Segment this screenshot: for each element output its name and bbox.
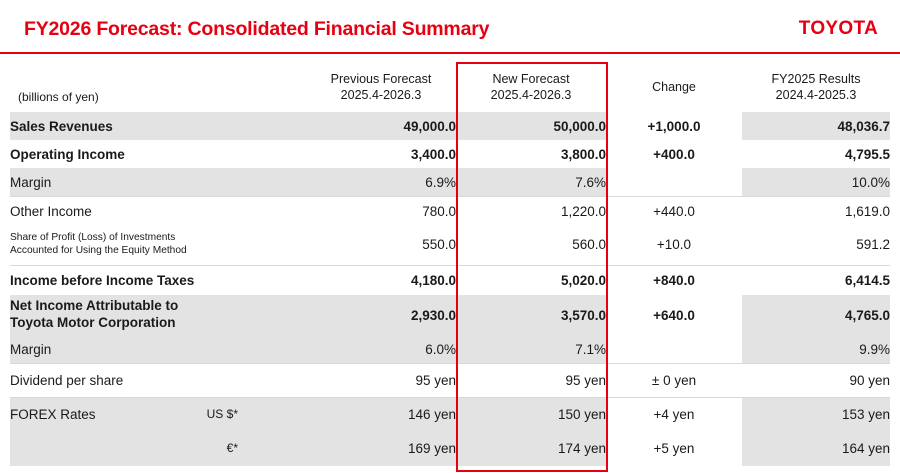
row-new: 3,570.0 [456, 295, 606, 335]
row-previous: 4,180.0 [306, 265, 456, 295]
row-change: +400.0 [653, 146, 695, 162]
row-new: 560.0 [572, 237, 606, 253]
row-new: 3,800.0 [560, 146, 606, 162]
row-new: 5,020.0 [456, 265, 606, 295]
table-row [10, 168, 890, 197]
row-change: +10.0 [656, 237, 692, 253]
column-header-fy2025-results [742, 62, 890, 112]
row-change: +5 yen [653, 441, 695, 456]
column-header-line2: 2024.4-2025.3 [775, 88, 857, 102]
row-previous: 95 yen [306, 364, 456, 398]
row-fy2025: 90 yen [742, 364, 890, 398]
row-change: +4 yen [606, 398, 742, 432]
table-row [10, 140, 890, 168]
column-header-previous-forecast [306, 62, 456, 112]
row-label-line2: Toyota Motor Corporation [10, 315, 176, 330]
row-previous: 146 yen [306, 398, 456, 432]
row-label [10, 225, 306, 265]
row-previous: 6.0% [306, 335, 456, 364]
column-header-line2: 2025.4-2026.3 [490, 88, 572, 102]
row-previous: 3,400.0 [410, 146, 456, 162]
financial-summary-table [10, 62, 890, 466]
table-header-row [10, 62, 890, 112]
unit-note: (billions of yen) [18, 90, 99, 105]
row-label: Operating Income [10, 146, 125, 162]
row-new: 95 yen [456, 364, 606, 398]
row-fy2025: 4,795.5 [844, 146, 890, 162]
table-row [10, 364, 890, 398]
row-label: Income before Income Taxes [10, 265, 306, 295]
row-fy2025: 48,036.7 [742, 112, 890, 140]
forex-label: FOREX Rates [10, 407, 96, 423]
row-new: 174 yen [456, 432, 606, 466]
row-label-line1: Net Income Attributable to [10, 298, 179, 314]
table-row [10, 295, 890, 335]
row-new: 7.1% [456, 335, 606, 364]
row-new: 1,220.0 [456, 197, 606, 226]
row-previous: 2,930.0 [306, 295, 456, 335]
table-row [10, 432, 890, 466]
toyota-logo-text: TOYOTA [798, 18, 878, 39]
row-label-line2: Accounted for Using the Equity Method [10, 244, 187, 256]
row-change: +640.0 [653, 307, 695, 323]
forex-currency-eur: €* [226, 441, 238, 455]
column-header-line1: Change [652, 79, 696, 94]
row-label [10, 295, 306, 335]
row-change: +840.0 [606, 265, 742, 295]
column-header-line1: Previous Forecast [330, 71, 432, 86]
row-fy2025: 591.2 [856, 237, 890, 253]
row-change: ± 0 yen [606, 364, 742, 398]
table-row [10, 398, 890, 432]
row-fy2025: 164 yen [742, 432, 890, 466]
column-header-line1: FY2025 Results [771, 71, 861, 86]
table-row [10, 335, 890, 364]
row-label: Dividend per share [10, 364, 306, 398]
row-previous: 6.9% [306, 168, 456, 197]
row-fy2025: 9.9% [742, 335, 890, 364]
page-title: FY2026 Forecast: Consolidated Financial Summary [24, 18, 490, 40]
column-header-line2: 2025.4-2026.3 [340, 88, 422, 102]
row-change [606, 335, 742, 364]
column-header-new-forecast [456, 62, 606, 112]
row-fy2025: 1,619.0 [742, 197, 890, 226]
row-new: 7.6% [456, 168, 606, 197]
row-fy2025: 4,765.0 [742, 295, 890, 335]
row-label: Margin [10, 168, 306, 197]
document-header [0, 12, 900, 52]
row-label: Sales Revenues [10, 112, 306, 140]
row-label [10, 398, 306, 432]
row-change: +440.0 [606, 197, 742, 226]
table-row [10, 197, 890, 226]
table-row [10, 112, 890, 140]
row-previous: 169 yen [306, 432, 456, 466]
row-change: +1,000.0 [647, 118, 701, 134]
row-previous: 49,000.0 [306, 112, 456, 140]
row-change [606, 168, 742, 197]
row-new: 50,000.0 [456, 112, 606, 140]
financial-table-container [10, 62, 890, 466]
forex-currency-usd: US $* [206, 407, 238, 422]
row-label: Margin [10, 335, 306, 364]
column-header-line1: New Forecast [492, 71, 570, 86]
header-divider [0, 52, 900, 54]
row-fy2025: 6,414.5 [742, 265, 890, 295]
row-new: 150 yen [456, 398, 606, 432]
row-fy2025: 153 yen [742, 398, 890, 432]
row-previous: 780.0 [306, 197, 456, 226]
table-row [10, 225, 890, 265]
row-label-line1: Share of Profit (Loss) of Investments [10, 232, 176, 243]
row-fy2025: 10.0% [742, 168, 890, 197]
table-row [10, 265, 890, 295]
row-previous: 550.0 [422, 237, 456, 253]
row-label: Other Income [10, 197, 306, 226]
row-label [10, 432, 306, 466]
column-header-change [606, 62, 742, 112]
